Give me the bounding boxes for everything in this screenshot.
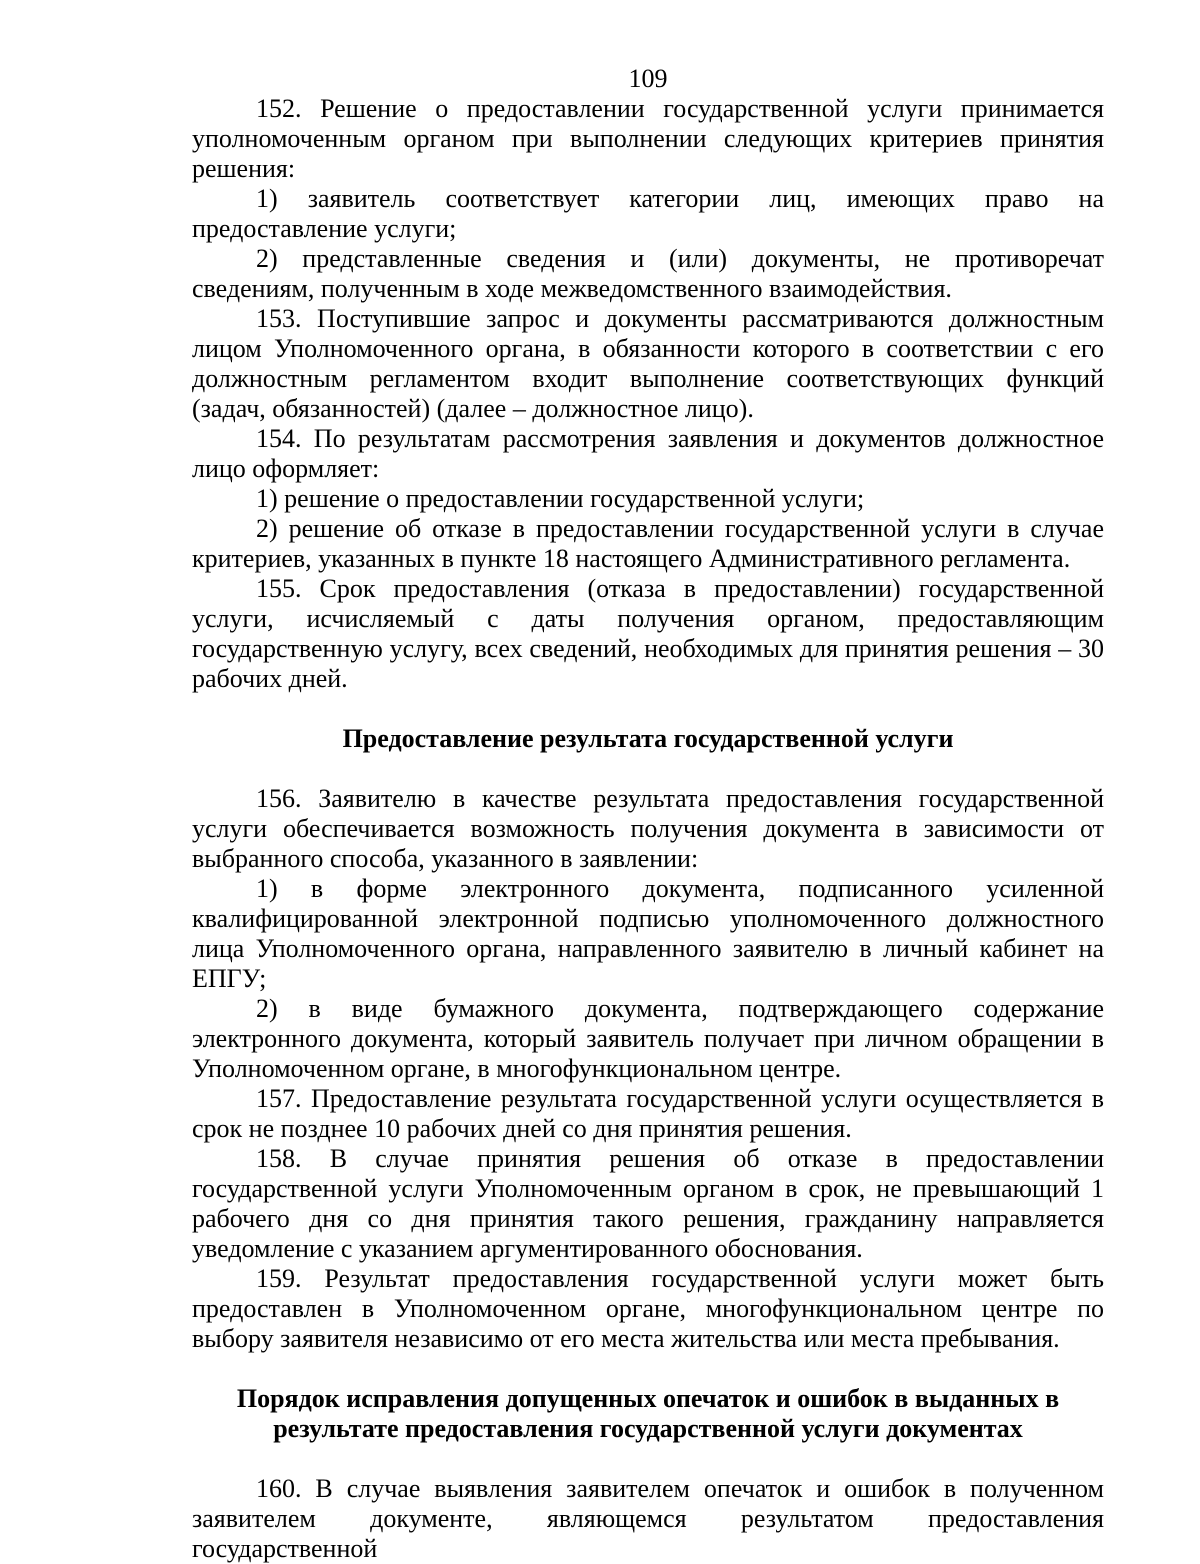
section-heading-corrections [192, 1384, 1104, 1444]
document-page [192, 64, 1104, 1564]
spacer [192, 1444, 1104, 1474]
paragraph-154: 154. По результатам рассмотрения заявления и документов должностное лицо оформляет: [192, 424, 1104, 483]
paragraph-152-item-2: 2) представленные сведения и (или) документы, не противоречат сведениям, полученным в ходе межведомственного взаимодействия. [192, 244, 1104, 303]
paragraph-152: 152. Решение о предоставлении государственной услуги принимается уполномоченным органом при выполнении следующих критериев принятия решения: [192, 94, 1104, 183]
spacer [192, 694, 1104, 724]
section-heading-result: Предоставление результата государственной услуги [342, 724, 954, 753]
paragraph-153: 153. Поступившие запрос и документы рассматриваются должностным лицом Уполномоченного органа, в обязанности которого в соответствии с его должностным регламентом входит выполнение соответствующих функций (задач, обязанностей) (далее – должностное лицо). [192, 304, 1104, 423]
spacer [192, 1354, 1104, 1384]
paragraph-156: 156. Заявителю в качестве результата предоставления государственной услуги обеспечивается возможность получения документа в зависимости от выбранного способа, указанного в заявлении: [192, 784, 1104, 873]
spacer [192, 754, 1104, 784]
paragraph-159: 159. Результат предоставления государственной услуги может быть предоставлен в Уполномоченном органе, многофункциональном центре по выбору заявителя независимо от его места жительства или места пребывания. [192, 1264, 1104, 1353]
paragraph-156-item-2: 2) в виде бумажного документа, подтверждающего содержание электронного документа, который заявитель получает при личном обращении в Уполномоченном органе, в многофункциональном центре. [192, 994, 1104, 1083]
section-heading-corrections-line-1: Порядок исправления допущенных опечаток и ошибок в выданных в [236, 1384, 1060, 1413]
paragraph-155: 155. Срок предоставления (отказа в предоставлении) государственной услуги, исчисляемый с даты получения органом, предоставляющим государственную услугу, всех сведений, необходимых для принятия решения – 30 рабочих дней. [192, 574, 1104, 693]
section-heading-corrections-line-2: результате предоставления государственной услуги документах [273, 1414, 1023, 1443]
paragraph-160: 160. В случае выявления заявителем опечаток и ошибок в полученном заявителем документе, являющемся результатом предоставления государственной [192, 1474, 1104, 1563]
paragraph-154-item-1: 1) решение о предоставлении государственной услуги; [256, 484, 865, 513]
paragraph-158: 158. В случае принятия решения об отказе в предоставлении государственной услуги Уполномоченным органом в срок, не превышающий 1 рабочего дня со дня принятия такого решения, гражданину направляется уведомление с указанием аргументированного обоснования. [192, 1144, 1104, 1263]
paragraph-156-item-1: 1) в форме электронного документа, подписанного усиленной квалифицированной электронной подписью уполномоченного должностного лица Уполномоченного органа, направленного заявителю в личный кабинет на ЕПГУ; [192, 874, 1104, 993]
paragraph-152-item-1: 1) заявитель соответствует категории лиц, имеющих право на предоставление услуги; [192, 184, 1104, 243]
page-number: 109 [628, 64, 668, 93]
paragraph-157: 157. Предоставление результата государственной услуги осуществляется в срок не позднее 10 рабочих дней со дня принятия решения. [192, 1084, 1104, 1143]
paragraph-154-item-2: 2) решение об отказе в предоставлении государственной услуги в случае критериев, указанных в пункте 18 настоящего Административного регламента. [192, 514, 1104, 573]
